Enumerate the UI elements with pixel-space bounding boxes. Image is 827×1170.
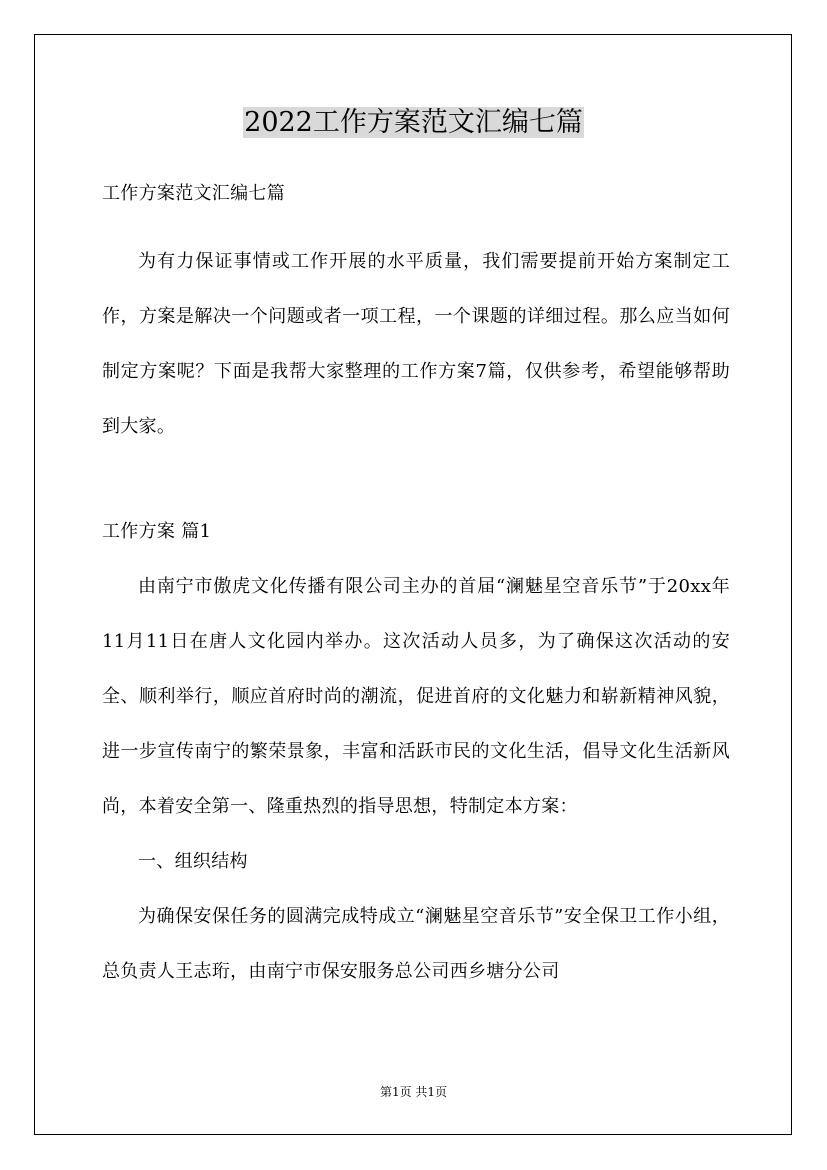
section-subheading: 一、组织结构 [138,851,248,872]
section-heading: 工作方案 篇1 [102,521,212,542]
section-paragraph-2: 为确保安保任务的圆满完成特成立“澜魅星空音乐节”安全保卫工作小组，总负责人王志珩，由南宁市保安服务总公司西乡塘分公司 [102,906,730,982]
intro-paragraph: 为有力保证事情或工作开展的水平质量，我们需要提前开始方案制定工作，方案是解决一个问题或者一项工程，一个课题的详细过程。那么应当如何制定方案呢？下面是我帮大家整理的工作方案7篇，仅供参考，希望能够帮助到大家。 [102,251,730,437]
document-title-text: 2022工作方案范文汇编七篇 [244,107,583,138]
document-subtitle: 工作方案范文汇编七篇 [102,183,285,204]
page-footer: 第1页 共1页 [379,1085,448,1099]
document-title [0,103,827,143]
document-body [102,176,730,999]
section-paragraph-1: 由南宁市傲虎文化传播有限公司主办的首届“澜魅星空音乐节”于20xx年11月11日在唐人文化园内举办。这次活动人员多，为了确保这次活动的安全、顺利举行，顺应首府时尚的潮流，促进首府的文化魅力和崭新精神风貌，进一步宣传南宁的繁荣景象，丰富和活跃市民的文化生活，倡导文化生活新风尚，本着安全第一、隆重热烈的指导思想，特制定本方案： [102,576,730,817]
spacer [102,454,730,504]
